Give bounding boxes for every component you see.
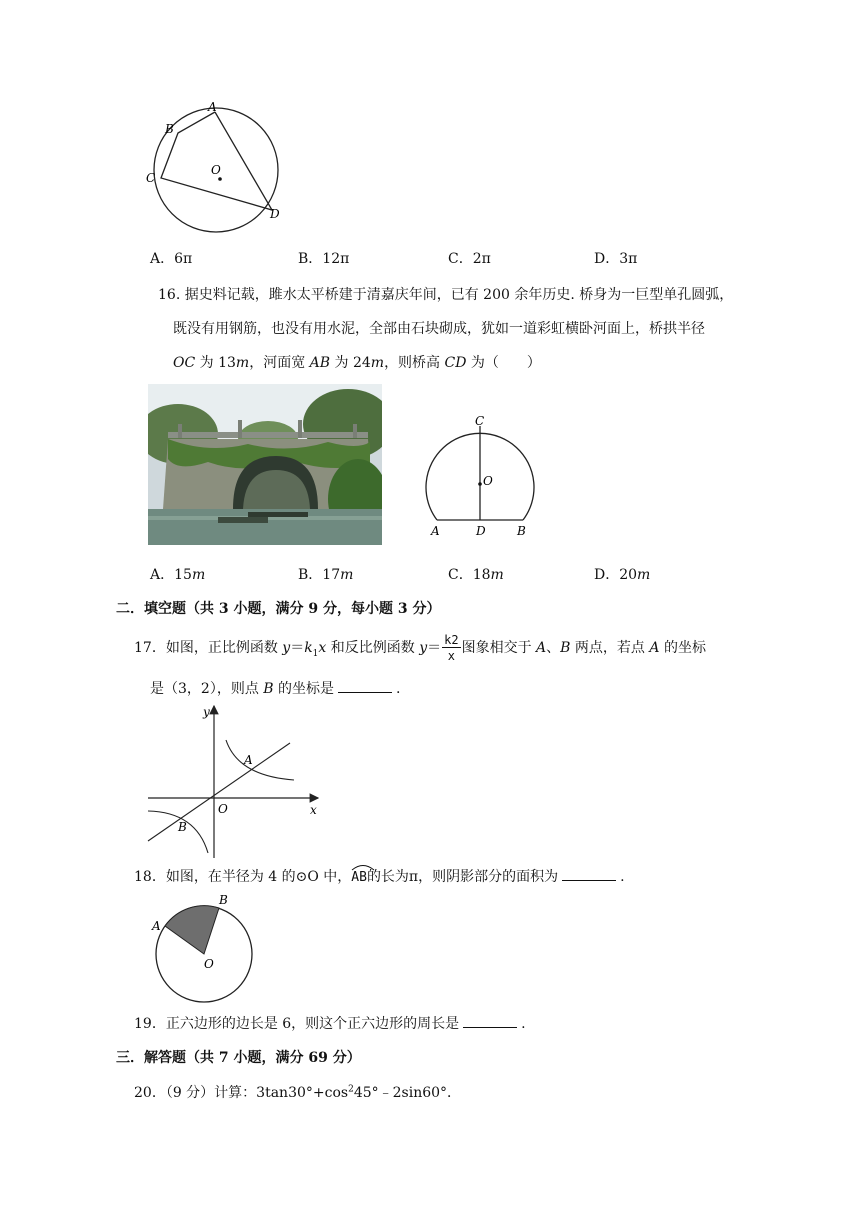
q18-label-O: O: [204, 957, 214, 971]
q18-label-B: B: [219, 893, 228, 907]
q18-arc-AB: AB: [351, 869, 367, 885]
q16-option-b: B．17m: [298, 567, 354, 583]
q15-circle-figure: [140, 100, 290, 240]
q16-line-3: OC 为 13m，河面宽 AB 为 24m，则桥高 CD 为（ ）: [173, 355, 541, 371]
q17-hyperbola-branch-1: [226, 740, 294, 780]
q18-shaded-sector: [165, 906, 219, 954]
q20-line: 20．（9 分）计算：$3\tan 30^\circ+\cos^245^\circ﹣2\sin 60^\circ$．: [134, 1084, 462, 1101]
q16-center-dot: [478, 482, 482, 486]
q15-option-d: D．3π: [594, 251, 638, 267]
q15-quadrilateral: [161, 112, 272, 210]
q18-answer-blank[interactable]: [562, 868, 616, 881]
q17-line-2: 是（3，2），则点 B 的坐标是 .: [150, 681, 401, 697]
q17-label-A: A: [244, 753, 253, 767]
q17-label-B: B: [178, 820, 187, 834]
q18-label-A: A: [152, 919, 161, 933]
q17-answer-blank[interactable]: [338, 680, 392, 693]
q17-label-x: x: [310, 803, 317, 817]
q15-label-B: B: [165, 122, 174, 136]
q16-label-C: C: [475, 414, 485, 428]
q16-label-D: D: [476, 524, 486, 538]
q15-center-dot: [218, 177, 222, 181]
q15-option-a: A．6π: [150, 251, 193, 267]
q15-label-C: C: [146, 171, 156, 185]
q15-option-c: C．2π: [448, 251, 491, 267]
q17-label-O: O: [218, 802, 228, 816]
q19-line: 19．正六边形的边长是 6，则这个正六边形的周长是 .: [134, 1016, 526, 1032]
section-2-heading: 二．填空题（共 3 小题，满分 9 分，每小题 3 分）: [116, 601, 441, 617]
q15-label-O: O: [211, 163, 221, 177]
q17-graph-figure: [146, 700, 326, 860]
q16-label-B: B: [517, 524, 526, 538]
q17-line-y-k1x: [148, 743, 290, 841]
q15-label-D: D: [270, 207, 280, 221]
q16-label-A: A: [431, 524, 440, 538]
q16-label-O: O: [483, 474, 493, 488]
q16-line-2: 既没有用钢筋，也没有用水泥，全部由石块砌成，犹如一道彩虹横卧河面上，桥拱半径: [173, 321, 705, 337]
q18-line: 18．如图，在半径为 4 的⊙O 中， AB的长为π，则阴影部分的面积为 .: [134, 866, 625, 886]
q16-option-c: C．18m: [448, 567, 504, 583]
q19-answer-blank[interactable]: [463, 1015, 517, 1028]
q15-label-A: A: [208, 100, 217, 114]
q18-sector-figure: [148, 890, 258, 1006]
q17-fraction: $\frac{k2}{x}$: [444, 633, 459, 663]
q16-arch-figure: [420, 412, 540, 544]
q17-line-1: 17．如图，正比例函数 $y=k_1x$ 和反比例函数 y＝ $\frac{k2}{x}$ 图象相交于 A、B 两点，若点 A 的坐标: [134, 633, 706, 663]
q16-option-d: D．20m: [594, 567, 651, 583]
q15-option-b: B．12π: [298, 251, 350, 267]
q17-label-y: y: [203, 705, 210, 719]
section-3-heading: 三．解答题（共 7 小题，满分 69 分）: [116, 1050, 361, 1066]
bridge-photo: [148, 384, 382, 545]
q16-option-a: A．15m: [150, 567, 206, 583]
q16-line-1: 16. 据史料记载，雎水太平桥建于清嘉庆年间，已有 200 余年历史. 桥身为一巨型单孔圆弧，: [158, 287, 734, 303]
